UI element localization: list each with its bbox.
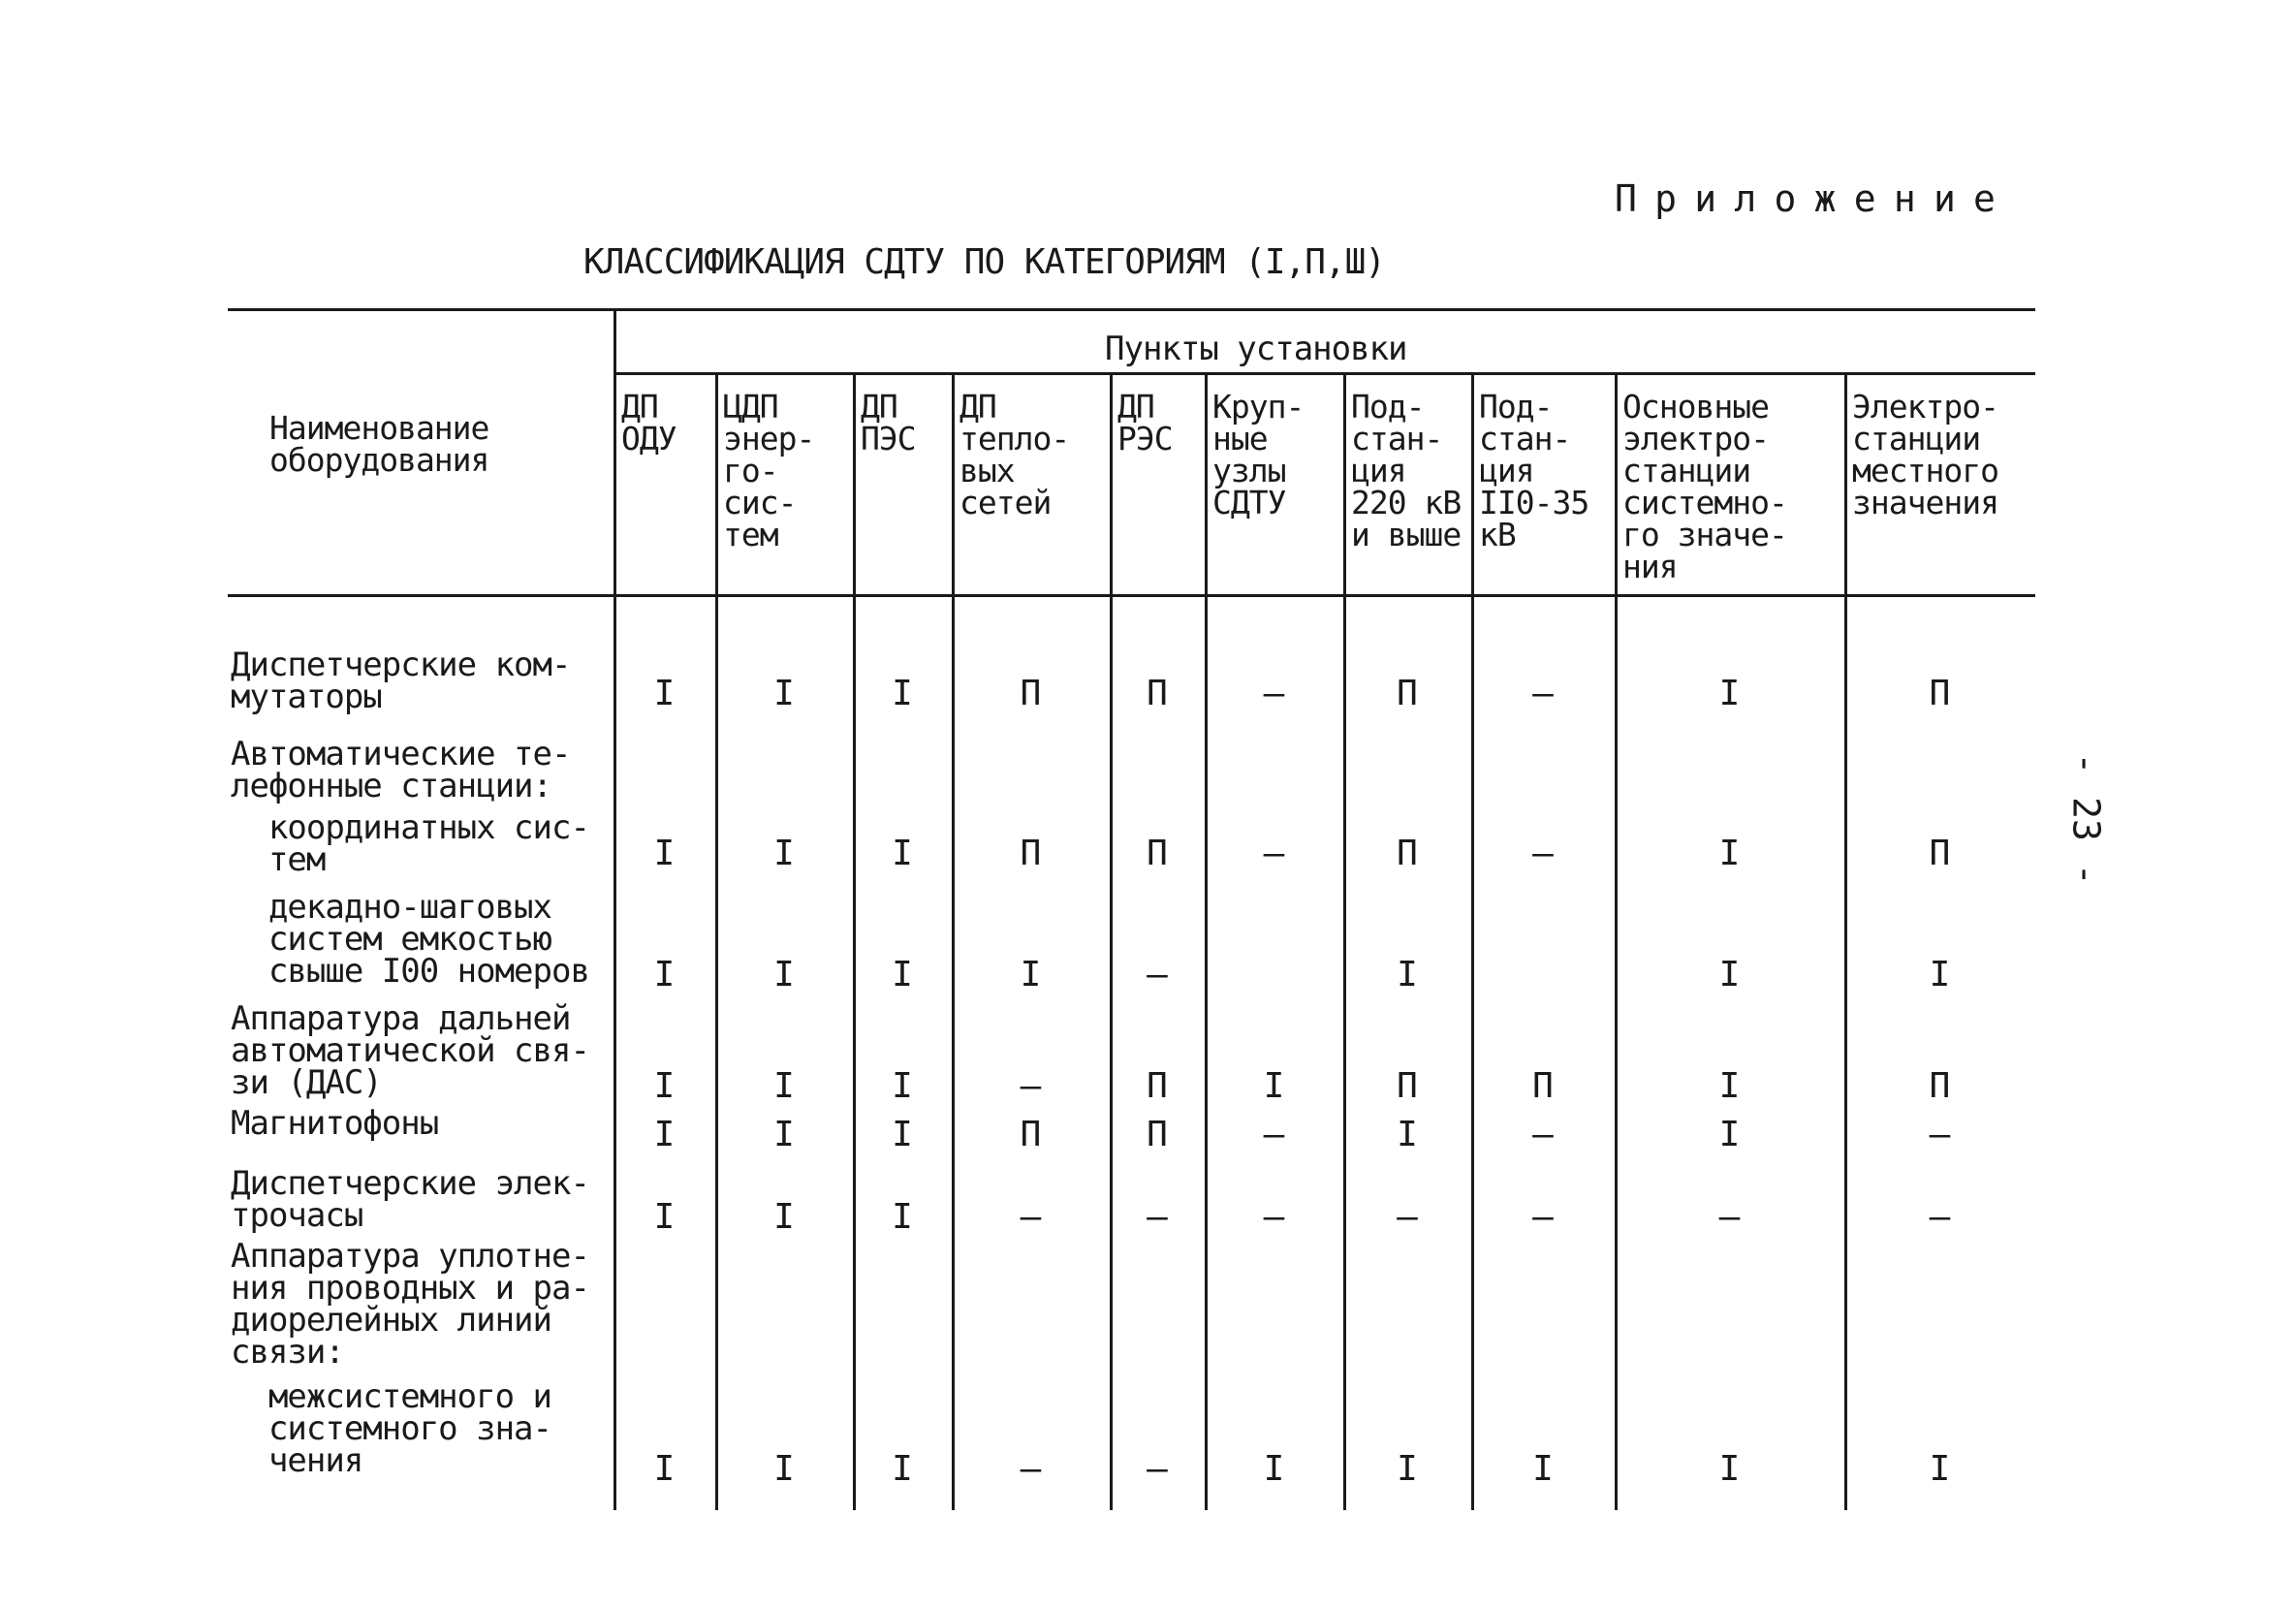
category-cell: I [653, 674, 676, 713]
category-cell: I [1718, 1449, 1741, 1489]
col-divider [1471, 372, 1474, 1510]
document-title: КЛАССИФИКАЦИЯ СДТУ ПО КАТЕГОРИЯМ (I,П,Ш) [583, 242, 1385, 282]
col-divider [1110, 372, 1113, 1510]
category-cell: – [1263, 674, 1285, 713]
category-cell: П [1929, 1066, 1951, 1106]
category-cell: П [1020, 834, 1042, 873]
category-cell: I [892, 1115, 913, 1154]
category-cell: I [1397, 1115, 1418, 1154]
category-cell: I [892, 955, 913, 994]
equipment-name: Диспетчерские элек- трочасы [231, 1164, 589, 1235]
category-cell: I [773, 674, 795, 713]
column-header: Под- стан- ция 220 кВ и выше [1351, 388, 1462, 553]
category-cell: – [1532, 1115, 1554, 1154]
category-cell: П [1020, 674, 1042, 713]
column-header: Круп- ные узлы СДТУ [1212, 388, 1305, 521]
category-cell: П [1147, 834, 1168, 873]
equipment-name: декадно-шаговых систем емкостью свыше I00 номеров [267, 888, 589, 991]
category-cell: – [1147, 1449, 1168, 1489]
column-header: ДП ПЭС [861, 388, 916, 457]
category-cell: П [1397, 834, 1418, 873]
category-cell: I [892, 834, 913, 873]
column-header: ДП ОДУ [621, 388, 676, 457]
category-cell: I [1263, 1066, 1285, 1106]
equipment-name: координатных сис- тем [267, 808, 589, 879]
category-cell: I [892, 674, 913, 713]
category-cell: I [1929, 955, 1951, 994]
category-cell: – [1929, 1115, 1951, 1154]
column-header: ДП тепло- вых сетей [959, 388, 1070, 521]
category-cell: – [1263, 834, 1285, 873]
equipment-name: межсистемного и системного зна- чения [267, 1377, 551, 1480]
equipment-name: Автоматические те- лефонные станции: [231, 735, 571, 805]
column-header: Под- стан- ция II0-35 кВ [1479, 388, 1589, 553]
category-cell: I [1718, 1115, 1741, 1154]
category-cell: – [1397, 1197, 1418, 1237]
equipment-name: Диспетчерские ком- мутаторы [231, 646, 571, 716]
appendix-label: Приложение [1615, 177, 2014, 220]
category-cell: – [1929, 1197, 1951, 1237]
category-cell: П [1020, 1115, 1042, 1154]
col-divider [952, 372, 955, 1510]
page-number [2048, 746, 2125, 892]
category-cell: – [1020, 1449, 1042, 1489]
category-cell: I [1397, 955, 1418, 994]
category-cell: – [1020, 1197, 1042, 1237]
rule-top [228, 308, 2035, 311]
category-cell: – [1532, 1197, 1554, 1237]
category-cell: – [1263, 1197, 1285, 1237]
category-cell: I [653, 1449, 676, 1489]
category-cell: – [1532, 834, 1554, 873]
category-cell: I [892, 1197, 913, 1237]
installation-points-header: Пункты установки [1105, 330, 1407, 368]
category-cell: I [653, 955, 676, 994]
category-cell: I [773, 1115, 795, 1154]
col-divider [853, 372, 856, 1510]
category-cell: П [1147, 1115, 1168, 1154]
column-header: ДП РЭС [1117, 388, 1173, 457]
category-cell: П [1147, 1066, 1168, 1106]
category-cell: I [1929, 1449, 1951, 1489]
col-divider [1205, 372, 1208, 1510]
category-cell: I [1020, 955, 1042, 994]
category-cell: – [1147, 955, 1168, 994]
category-cell: I [773, 1066, 795, 1106]
rule-header-end [228, 594, 2035, 597]
category-cell: I [1263, 1449, 1285, 1489]
category-cell: I [773, 955, 795, 994]
category-cell: I [653, 834, 676, 873]
category-cell: I [653, 1066, 676, 1106]
category-cell: – [1263, 1115, 1285, 1154]
category-cell: П [1929, 674, 1951, 713]
col-divider [1615, 372, 1618, 1510]
column-header: Электро- станции местного значения [1852, 388, 1998, 521]
category-cell: I [653, 1197, 676, 1237]
col-divider [613, 308, 616, 1510]
category-cell: – [1718, 1197, 1741, 1237]
category-cell: I [773, 1449, 795, 1489]
category-cell: I [892, 1066, 913, 1106]
column-header: Основные электро- станции системно- го значе- ния [1622, 388, 1787, 585]
category-cell: I [773, 1197, 795, 1237]
category-cell: I [892, 1449, 913, 1489]
category-cell: I [1718, 1066, 1741, 1106]
category-cell: П [1397, 674, 1418, 713]
column-header: ЦДП энер- го- сис- тем [723, 388, 815, 553]
category-cell: П [1147, 674, 1168, 713]
category-cell: I [773, 834, 795, 873]
page-number-text: - 23 - [2065, 752, 2108, 886]
category-cell: I [1397, 1449, 1418, 1489]
category-cell: I [1718, 674, 1741, 713]
equipment-name: Магнитофоны [231, 1104, 439, 1143]
category-cell: П [1397, 1066, 1418, 1106]
category-cell: П [1532, 1066, 1554, 1106]
category-cell: I [1718, 955, 1741, 994]
name-column-header: Наименование оборудования [269, 409, 489, 479]
category-cell: – [1020, 1066, 1042, 1106]
equipment-name: Аппаратура уплотне- ния проводных и ра- диорелейных линий связи: [231, 1237, 589, 1372]
col-divider [715, 372, 718, 1510]
category-cell: I [653, 1115, 676, 1154]
col-divider [1343, 372, 1346, 1510]
category-cell: – [1532, 674, 1554, 713]
category-cell: I [1718, 834, 1741, 873]
equipment-name: Аппаратура дальней автоматической свя- зи (ДАС) [231, 999, 589, 1102]
rule-group [613, 372, 2035, 375]
col-divider [1844, 372, 1847, 1510]
category-cell: I [1532, 1449, 1554, 1489]
category-cell: П [1929, 834, 1951, 873]
category-cell: – [1147, 1197, 1168, 1237]
